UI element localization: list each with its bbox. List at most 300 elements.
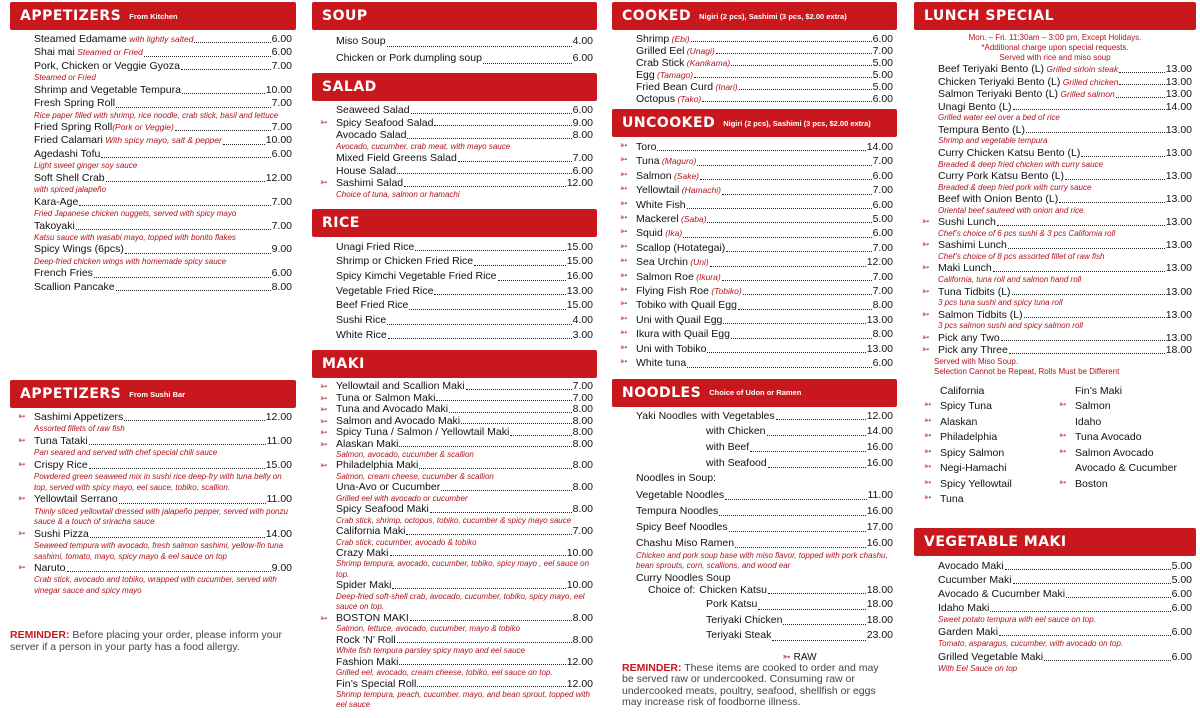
menu-item-price: 12.00	[265, 411, 292, 423]
menu-item-note: Grilled sirloin steak	[1044, 64, 1119, 74]
menu-item-price: 11.00	[266, 434, 292, 447]
lunch-served-note: Served with rice and miso soup	[999, 53, 1111, 62]
menu-item-price: 6.00	[1171, 626, 1192, 639]
menu-item-name	[636, 226, 682, 240]
menu-item-price: 13.00	[1165, 63, 1192, 75]
leader-dots	[1059, 202, 1164, 203]
leader-dots	[729, 531, 866, 532]
menu-item	[336, 328, 593, 343]
menu-item-description: Salmon, cream cheese, cucumber & scallion	[336, 471, 494, 481]
menu-item	[320, 611, 593, 635]
menu-item-price: 13.00	[1165, 239, 1192, 252]
menu-item-price: 8.00	[572, 426, 593, 439]
menu-item-name: Curry Pork Katsu Bento (L)	[938, 170, 1065, 183]
menu-item	[922, 344, 1192, 357]
menu-item-note: (Inari)	[713, 82, 738, 92]
leader-dots	[89, 468, 265, 469]
menu-item-name: Cucumber Maki	[938, 573, 1012, 586]
menu-item-price: 8.00	[572, 437, 593, 450]
menu-item-price: 7.00	[872, 45, 893, 57]
menu-item-price: 14.00	[866, 425, 893, 438]
menu-item-name: with Beef	[706, 441, 750, 454]
leader-dots	[483, 63, 572, 64]
menu-item-name: Vegetable Fried Rice	[336, 284, 434, 297]
leader-dots	[739, 89, 872, 90]
menu-item	[940, 384, 1075, 400]
section-header-maki	[312, 350, 597, 378]
menu-item-name	[636, 45, 715, 57]
menu-item-name: Crazy Maki	[336, 547, 389, 560]
menu-item	[18, 434, 292, 459]
menu-item-note: (Tamago)	[654, 70, 694, 80]
leader-dots	[458, 161, 572, 162]
menu-item-label: Tuna	[636, 155, 660, 168]
menu-item-name	[34, 134, 222, 147]
menu-item-label: Crab Stick	[636, 57, 685, 69]
menu-item-name: Avocado Maki	[938, 559, 1004, 572]
lunch-charge-note: *Additional charge upon special requests.	[981, 43, 1129, 52]
menu-item-description: Crab stick, avocado and tobiko, wrapped with cucumber, served with vinegar sauce and spicy mayo	[34, 575, 277, 595]
menu-item-price: 5.00	[1171, 559, 1192, 572]
menu-item-description: Deep-fried soft-shell crab, avocado, cucumber, tobiko, spicy mayo, eel sauce on top.	[336, 591, 585, 612]
menu-item-description: Chef’s choice of 8 pcs assorted fillet of raw fish	[938, 251, 1105, 261]
leader-dots	[722, 194, 872, 195]
menu-item-price: 14.00	[866, 141, 893, 153]
menu-item-label: Fried Calamari	[34, 134, 103, 147]
menu-item-name: Yellowtail Serrano	[34, 493, 118, 506]
menu-item-price: 7.00	[872, 155, 893, 168]
menu-item	[34, 97, 292, 121]
leader-dots	[722, 280, 872, 281]
menu-item-price: 15.00	[566, 255, 593, 268]
appetizers-sushi-list	[10, 411, 296, 596]
menu-item	[336, 679, 593, 711]
lunch-list	[914, 63, 1196, 357]
menu-item-price: 18.00	[1165, 344, 1192, 357]
leader-dots	[409, 309, 565, 310]
menu-item-name: Maki Lunch	[938, 262, 992, 275]
menu-item-name: Tempura Noodles	[636, 504, 719, 517]
noodles-block	[612, 410, 897, 709]
menu-item-note: (Saba)	[678, 214, 707, 225]
menu-item-description: Oriental beef sauteed with onion and rice.	[938, 205, 1086, 215]
fish-icon: ➳	[320, 415, 328, 426]
fish-icon: ➳	[320, 438, 328, 449]
menu-item-price: 12.00	[866, 256, 893, 269]
yaki-noodles-label: Yaki Noodles	[636, 409, 698, 422]
menu-item	[620, 341, 893, 356]
pick-note-1: Served with Miso Soup.	[934, 356, 1019, 366]
appetizers-kitchen-list	[10, 33, 296, 294]
menu-item-name: White Rice	[336, 328, 387, 341]
menu-item-price: 7.00	[271, 195, 292, 208]
section-header-rice	[312, 209, 597, 237]
fish-icon: ➳	[924, 430, 932, 441]
menu-item-description: California, tuna roll and salmon hand roll	[938, 275, 1082, 285]
menu-item-name: French Fries	[34, 267, 93, 280]
leader-dots	[181, 69, 271, 70]
menu-item	[336, 482, 593, 504]
menu-item-price: 15.00	[566, 299, 593, 312]
menu-item	[336, 504, 593, 526]
menu-item-price: 13.00	[1165, 262, 1192, 275]
menu-item	[620, 312, 893, 327]
fish-icon: ➳	[620, 269, 628, 280]
menu-item	[706, 628, 893, 644]
menu-item-price: 14.00	[265, 527, 292, 540]
menu-item-description: Grilled water eel over a bed of rice	[938, 113, 1060, 123]
leader-dots	[430, 512, 572, 513]
menu-item-name: Scallion Pancake	[34, 280, 115, 293]
menu-item	[34, 148, 292, 172]
menu-item-price: 18.00	[866, 613, 893, 626]
menu-item	[620, 356, 893, 370]
fish-icon: ➳	[782, 651, 791, 663]
fish-icon: ➳	[924, 399, 932, 410]
menu-item	[620, 183, 893, 197]
menu-item	[620, 284, 893, 298]
menu-item-name: Sushi Rice	[336, 314, 387, 327]
leader-dots	[691, 41, 872, 42]
menu-item	[636, 93, 893, 105]
menu-item	[1075, 461, 1177, 477]
menu-item-price: 12.00	[566, 177, 593, 190]
menu-item-label: Fried Bean Curd	[636, 81, 714, 93]
menu-item-name: with Chicken	[706, 425, 766, 438]
leader-dots	[694, 77, 871, 78]
section-header-soup	[312, 2, 597, 30]
menu-item	[320, 426, 593, 439]
menu-item-price: 12.00	[566, 677, 593, 690]
menu-item-name: Garden Maki	[938, 626, 999, 639]
leader-dots	[1081, 156, 1164, 157]
menu-item-name	[34, 33, 193, 46]
menu-item-name: Pick any Three	[938, 344, 1008, 357]
menu-item	[320, 459, 593, 482]
menu-item	[320, 116, 593, 130]
menu-item-description: Breaded & deep fried pork with curry sauce	[938, 182, 1092, 192]
menu-item-name: Spicy Beef Noodles	[636, 520, 728, 533]
leader-dots	[94, 277, 271, 278]
menu-item	[336, 165, 593, 178]
menu-item	[620, 298, 893, 312]
menu-item-name: Salmon	[1075, 400, 1111, 413]
menu-item	[1059, 445, 1177, 462]
leader-dots	[1009, 353, 1165, 354]
menu-item-description: Thinly sliced yellowtail dressed with jalapeño pepper, served with ponzu sauce & a touch of sriracha sauce	[34, 506, 288, 527]
menu-item-name	[636, 284, 742, 298]
menu-item-price: 6.00	[271, 46, 292, 59]
menu-item-price: 13.00	[1165, 193, 1192, 206]
fish-icon: ➳	[18, 493, 26, 504]
menu-item-price: 6.00	[1171, 601, 1192, 614]
menu-item-price: 6.00	[1171, 650, 1192, 663]
menu-item-label: Salmon	[636, 169, 672, 182]
fish-icon: ➳	[922, 331, 930, 342]
menu-item-price: 5.00	[872, 57, 893, 69]
menu-item-name: Yellowtail and Scallion Maki	[336, 380, 465, 393]
section-header-appetizers-sushi	[10, 380, 296, 408]
fish-icon: ➳	[18, 434, 26, 445]
menu-item-name: Unagi Bento (L)	[938, 100, 1012, 113]
section-title: UNCOOKED	[622, 115, 716, 131]
section-header-lunch	[914, 2, 1196, 30]
menu-item-price: 12.00	[566, 655, 593, 668]
leader-dots	[387, 46, 572, 47]
maki-list	[312, 381, 597, 711]
menu-item	[922, 308, 1192, 332]
menu-item-description: Steamed or Fried	[34, 73, 96, 83]
menu-item	[922, 239, 1192, 262]
menu-item-name: Boston	[1075, 477, 1108, 490]
menu-item-description: with spiced jalapeño	[34, 185, 107, 195]
menu-item-price: 13.00	[1165, 88, 1192, 101]
leader-dots	[411, 113, 572, 114]
leader-dots	[397, 642, 572, 643]
menu-item-name: Philadelphia Maki	[336, 459, 419, 472]
menu-item-name: White Fish	[636, 198, 686, 211]
leader-dots	[406, 534, 571, 535]
reminder-text: Before placing your order, please inform your server if a person in your party has a food allergy.	[10, 629, 282, 653]
menu-item-name: with Vegetables	[701, 409, 775, 422]
fish-icon: ➳	[320, 177, 328, 188]
menu-item-price: 16.00	[866, 441, 893, 454]
menu-item	[18, 527, 292, 562]
menu-item-name: Spicy Yellowtail	[940, 477, 1012, 490]
leader-dots	[700, 179, 872, 180]
menu-item	[18, 411, 292, 435]
menu-item	[620, 140, 893, 154]
fish-icon: ➳	[620, 356, 628, 367]
leader-dots	[657, 150, 865, 151]
menu-item-note: (Tobiko)	[708, 286, 742, 297]
menu-item-label: Salmon Roe	[636, 270, 694, 283]
menu-item-price: 13.00	[1165, 75, 1192, 88]
leader-dots	[106, 181, 265, 182]
reminder-label: REMINDER:	[10, 629, 70, 642]
menu-item-name: Spicy Wings (6pcs)	[34, 243, 124, 256]
menu-item-price: 6.00	[271, 147, 292, 160]
leader-dots	[999, 635, 1170, 636]
leader-dots	[697, 165, 871, 166]
curry-noodles-list	[636, 597, 893, 644]
leader-dots	[1013, 583, 1171, 584]
leader-dots	[407, 138, 571, 139]
menu-item-note: (Ikura)	[693, 271, 721, 282]
leader-dots	[723, 323, 865, 324]
menu-item-description: Salmon, avocado, cucumber & scallion	[336, 449, 474, 459]
menu-item-name: Tobiko with Quail Egg	[636, 299, 737, 312]
fish-icon: ➳	[18, 562, 26, 573]
menu-item	[922, 285, 1192, 309]
menu-item	[336, 269, 593, 284]
leader-dots	[1026, 132, 1165, 133]
fish-icon: ➳	[922, 262, 930, 273]
menu-item-name: Chicken or Pork dumpling soup	[336, 52, 482, 64]
menu-item	[336, 298, 593, 313]
menu-item	[706, 597, 893, 613]
leader-dots	[725, 499, 866, 500]
menu-item-price: 6.00	[572, 164, 593, 177]
leader-dots	[1024, 317, 1165, 318]
rice-list	[312, 240, 597, 343]
menu-item-name: Spicy Salmon	[940, 446, 1005, 459]
leader-dots	[415, 250, 566, 251]
menu-item-price: 10.00	[265, 83, 292, 96]
leader-dots	[707, 222, 871, 223]
fish-icon: ➳	[620, 240, 628, 251]
menu-item-name: Toro	[636, 141, 657, 153]
yaki-noodles-list	[636, 423, 893, 471]
fish-icon: ➳	[922, 239, 930, 250]
menu-item-name: Philadelphia	[940, 431, 998, 444]
leader-dots	[101, 157, 270, 158]
section-subtitle: Choice of Udon or Ramen	[709, 388, 802, 397]
leader-dots	[997, 225, 1165, 226]
menu-item-price: 6.00	[872, 169, 893, 182]
fish-icon: ➳	[620, 226, 628, 237]
menu-item-description: Pan seared and served with chef special chili sauce	[34, 448, 218, 458]
menu-item-name: Chicken Katsu	[699, 583, 767, 596]
fish-icon: ➳	[620, 284, 628, 295]
leader-dots	[743, 294, 872, 295]
menu-item-name: Rock ‘N’ Roll	[336, 633, 396, 646]
section-title: SALAD	[322, 79, 377, 95]
menu-item-label: Fried Spring Roll	[34, 121, 113, 134]
reminder-label: REMINDER:	[622, 661, 682, 674]
menu-item-name: Curry Chicken Katsu Bento (L)	[938, 146, 1081, 159]
menu-item	[636, 57, 893, 69]
menu-item-name: Tuna Avocado	[1075, 431, 1142, 444]
section-title: RICE	[322, 214, 360, 231]
menu-item-price: 7.00	[572, 525, 593, 538]
menu-item-name: Pick any Two	[938, 331, 1000, 344]
menu-item-description: Shrimp tempura, peach, cucumber, mayo, and bean sprout, topped with eel sauce	[336, 689, 590, 710]
menu-item-price: 13.00	[1165, 146, 1192, 159]
menu-item-name: Scallop (Hotategai)	[636, 241, 726, 254]
leader-dots	[702, 101, 871, 102]
menu-item	[924, 476, 1075, 493]
menu-item-name: Tuna	[940, 493, 964, 506]
menu-item-description: Grilled eel with avocado or cucumber	[336, 493, 468, 503]
menu-item	[938, 76, 1192, 89]
menu-item-name	[636, 69, 693, 81]
menu-item	[620, 255, 893, 269]
menu-item-price: 6.00	[872, 198, 893, 211]
menu-item-price: 6.00	[872, 357, 893, 370]
menu-item-name: Vegetable Noodles	[636, 488, 725, 501]
menu-item-name: Teriyaki Steak	[706, 629, 772, 642]
menu-item-name: Alaskan	[940, 415, 978, 428]
menu-item-price: 4.00	[572, 314, 593, 327]
roll-choices	[914, 384, 1196, 508]
menu-item	[924, 399, 1075, 415]
menu-item-name: Sashimi Lunch	[938, 239, 1007, 252]
menu-item-price: 6.00	[271, 33, 292, 45]
menu-item-price: 13.00	[1165, 331, 1192, 344]
leader-dots	[731, 65, 871, 66]
menu-item-price: 10.00	[265, 134, 292, 147]
noodles-in-soup-list	[636, 487, 893, 572]
menu-item-price: 8.00	[572, 414, 593, 427]
menu-item	[34, 84, 292, 97]
menu-item-name: BOSTON MAKI	[336, 611, 409, 624]
menu-item-price: 13.00	[1165, 216, 1192, 229]
menu-item	[636, 45, 893, 57]
menu-item-name: Seaweed Salad	[336, 104, 410, 116]
fish-icon: ➳	[924, 414, 932, 425]
section-subtitle: Nigiri (2 pcs), Sashimi (3 pcs, $2.00 extra)	[699, 11, 847, 21]
menu-item-name: Salmon Avocado	[1075, 446, 1154, 459]
menu-item-price: 13.00	[866, 342, 893, 355]
menu-item-price: 3.00	[572, 328, 593, 341]
menu-item-price: 8.00	[572, 129, 593, 142]
leader-dots	[990, 611, 1170, 612]
vegetable-maki-list	[914, 559, 1196, 675]
leader-dots	[767, 435, 866, 436]
menu-item-note: (Maguro)	[659, 156, 697, 167]
menu-item	[336, 254, 593, 269]
menu-item-price: 7.00	[271, 121, 292, 134]
menu-item-description: With Eel Sauce on top	[938, 663, 1018, 673]
leader-dots	[388, 338, 572, 339]
menu-item-name: California Maki	[336, 525, 406, 538]
section-subtitle: From Sushi Bar	[129, 389, 186, 399]
menu-item-note: With spicy mayo, salt & pepper	[102, 135, 222, 146]
menu-item-price: 10.00	[566, 547, 593, 560]
fish-icon: ➳	[924, 476, 932, 487]
menu-item-price: 13.00	[1165, 170, 1192, 183]
menu-item	[1059, 476, 1177, 493]
leader-dots	[449, 412, 571, 413]
menu-item-name: Tempura Bento (L)	[938, 123, 1025, 136]
section-header-noodles	[612, 379, 897, 407]
menu-item	[18, 493, 292, 527]
menu-item-name: Spicy Seafood Maki	[336, 503, 429, 516]
menu-item-price: 9.00	[271, 562, 292, 575]
menu-item-name: Ikura with Quail Egg	[636, 328, 730, 341]
leader-dots	[410, 620, 572, 621]
leader-dots	[687, 367, 871, 368]
menu-item	[34, 33, 292, 46]
menu-item-description: Powdered green seaweed mix in sushi rice deep-fry with tuna belly on top, served with spicy mayo, eel sauce, tobiko, scallion.	[34, 472, 282, 492]
choice-label: Choice of:	[648, 583, 696, 596]
menu-item-description: Crab stick, cucumber, avocado & tobiko	[336, 537, 477, 547]
menu-item	[938, 101, 1192, 124]
menu-item	[336, 104, 593, 117]
menu-item	[938, 650, 1192, 675]
menu-item-price: 12.00	[866, 409, 893, 422]
menu-item-name: Tuna and Avocado Maki	[336, 403, 449, 416]
menu-item	[938, 625, 1192, 650]
leader-dots	[1044, 660, 1171, 661]
menu-item-name	[938, 63, 1118, 76]
menu-item-price: 6.00	[872, 33, 893, 45]
menu-item	[620, 327, 893, 341]
fish-icon: ➳	[1059, 476, 1067, 487]
menu-item	[336, 548, 593, 580]
leader-dots	[466, 389, 572, 390]
menu-item	[34, 267, 292, 280]
menu-item	[34, 281, 292, 294]
menu-item-name	[636, 183, 721, 197]
menu-item-name: Pork Katsu	[706, 598, 758, 611]
menu-item	[620, 168, 893, 183]
menu-item-price: 8.00	[572, 503, 593, 516]
menu-item-price: 14.00	[1165, 100, 1192, 113]
leader-dots	[67, 571, 271, 572]
menu-item-name: Fresh Spring Roll	[34, 97, 116, 110]
